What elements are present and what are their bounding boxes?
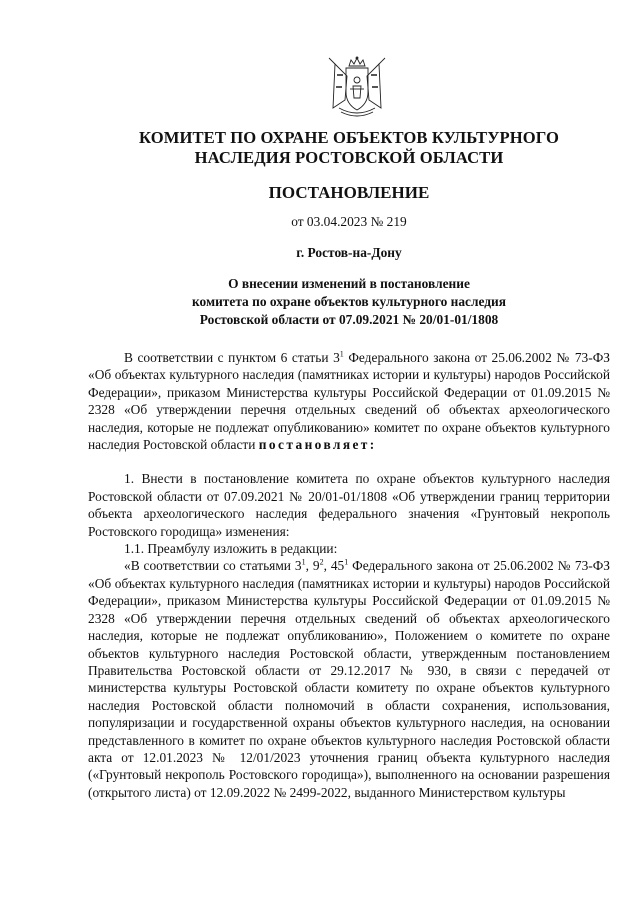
item-1-1-paragraph: 1.1. Преамбулу изложить в редакции: — [124, 541, 338, 557]
quote-sup-3: 1 — [344, 558, 349, 567]
quote-text-1: «В соответствии со статьями 3 — [124, 558, 302, 574]
item-1-paragraph: 1. Внести в постановление комитета по охране объектов культурного наследия Ростовской области от 07.09.2021 № 20/01-01/1808 «Об утверждении границ территории объекта археологического наследия федерального значения «Грунтовый некрополь Ростовского городища» изменения: — [88, 471, 610, 539]
document-city: г. Ростов-на-Дону — [296, 245, 402, 260]
quote-text-2: , 9 — [305, 558, 320, 574]
preamble-sup-1: 1 — [339, 349, 344, 359]
document-type: ПОСТАНОВЛЕНИЕ — [268, 183, 430, 202]
rostov-oblast-coat-of-arms-icon — [323, 56, 391, 120]
preamble-paragraph — [88, 349, 610, 453]
document-date-number: от 03.04.2023 № 219 — [291, 214, 407, 229]
committee-name — [88, 128, 610, 168]
subject-line2: комитета по охране объектов культурного наследия — [191, 294, 507, 309]
committee-name-line2: НАСЛЕДИЯ РОСТОВСКОЙ ОБЛАСТИ — [194, 148, 504, 167]
preamble-text-2: Федерального закона от 25.06.2002 № 73-ФЗ «Об объектах культурного наследия (памятниках истории и культуры) народов Российской Федерации», приказом Министерства культуры Российской Федерации от 01.09.2015 № 2328 «Об утверждении перечня отдельных сведений об объектах археологического наследия, которые не подлежат опубликованию» комитет по охране объектов культурного наследия Ростовской области — [88, 350, 610, 453]
resolves-keyword: постановляет: — [258, 437, 377, 453]
quote-text-3: , 45 — [323, 558, 345, 574]
document-body — [88, 349, 610, 801]
preamble-text-1: В соответствии с пунктом 6 статьи 3 — [124, 350, 340, 365]
committee-name-line1: КОМИТЕТ ПО ОХРАНЕ ОБЪЕКТОВ КУЛЬТУРНОГО — [139, 128, 559, 147]
quote-sup-1: 1 — [301, 558, 306, 567]
quote-text-4: Федерального закона от 25.06.2002 № 73-ФЗ «Об объектах культурного наследия (памятниках истории и культуры) народов Российской Федерации», приказом Министерства культуры Российской Федерации от 01.09.2015 № 2328 «Об утверждении перечня отдельных сведений об объектах археологического наследия, которые не подлежат опубликованию», Положением о комитете по охране объектов культурного наследия Ростовской области, утвержденным постановлением Правительства Ростовской области от 29.12.2017 № 930, в связи с передачей от министерства культуры Ростовской области комитету по охране объектов культурного наследия Ростовской области полномочий в области сохранения, использования, популяризации и государственной охраны объектов культурного наследия, на основании представленного в комитет по охране объектов культурного наследия Ростовской области акта от 12.01.2023 № 12/01/2023 уточнения границ объекта культурного наследия («Грунтовый некрополь Ростовского городища»), выполненного на основании разрешения (открытого листа) от 12.09.2022 № 2499-2022, выданного Министерством культуры — [88, 558, 611, 800]
subject-line1: О внесении изменений в постановление — [228, 276, 470, 291]
subject-line3: Ростовской области от 07.09.2021 № 20/01-01/1808 — [199, 312, 499, 327]
quote-sup-2: 2 — [319, 558, 324, 567]
document-subject — [88, 275, 610, 329]
quoted-preamble-paragraph — [88, 557, 610, 801]
emblem-container — [104, 56, 610, 120]
